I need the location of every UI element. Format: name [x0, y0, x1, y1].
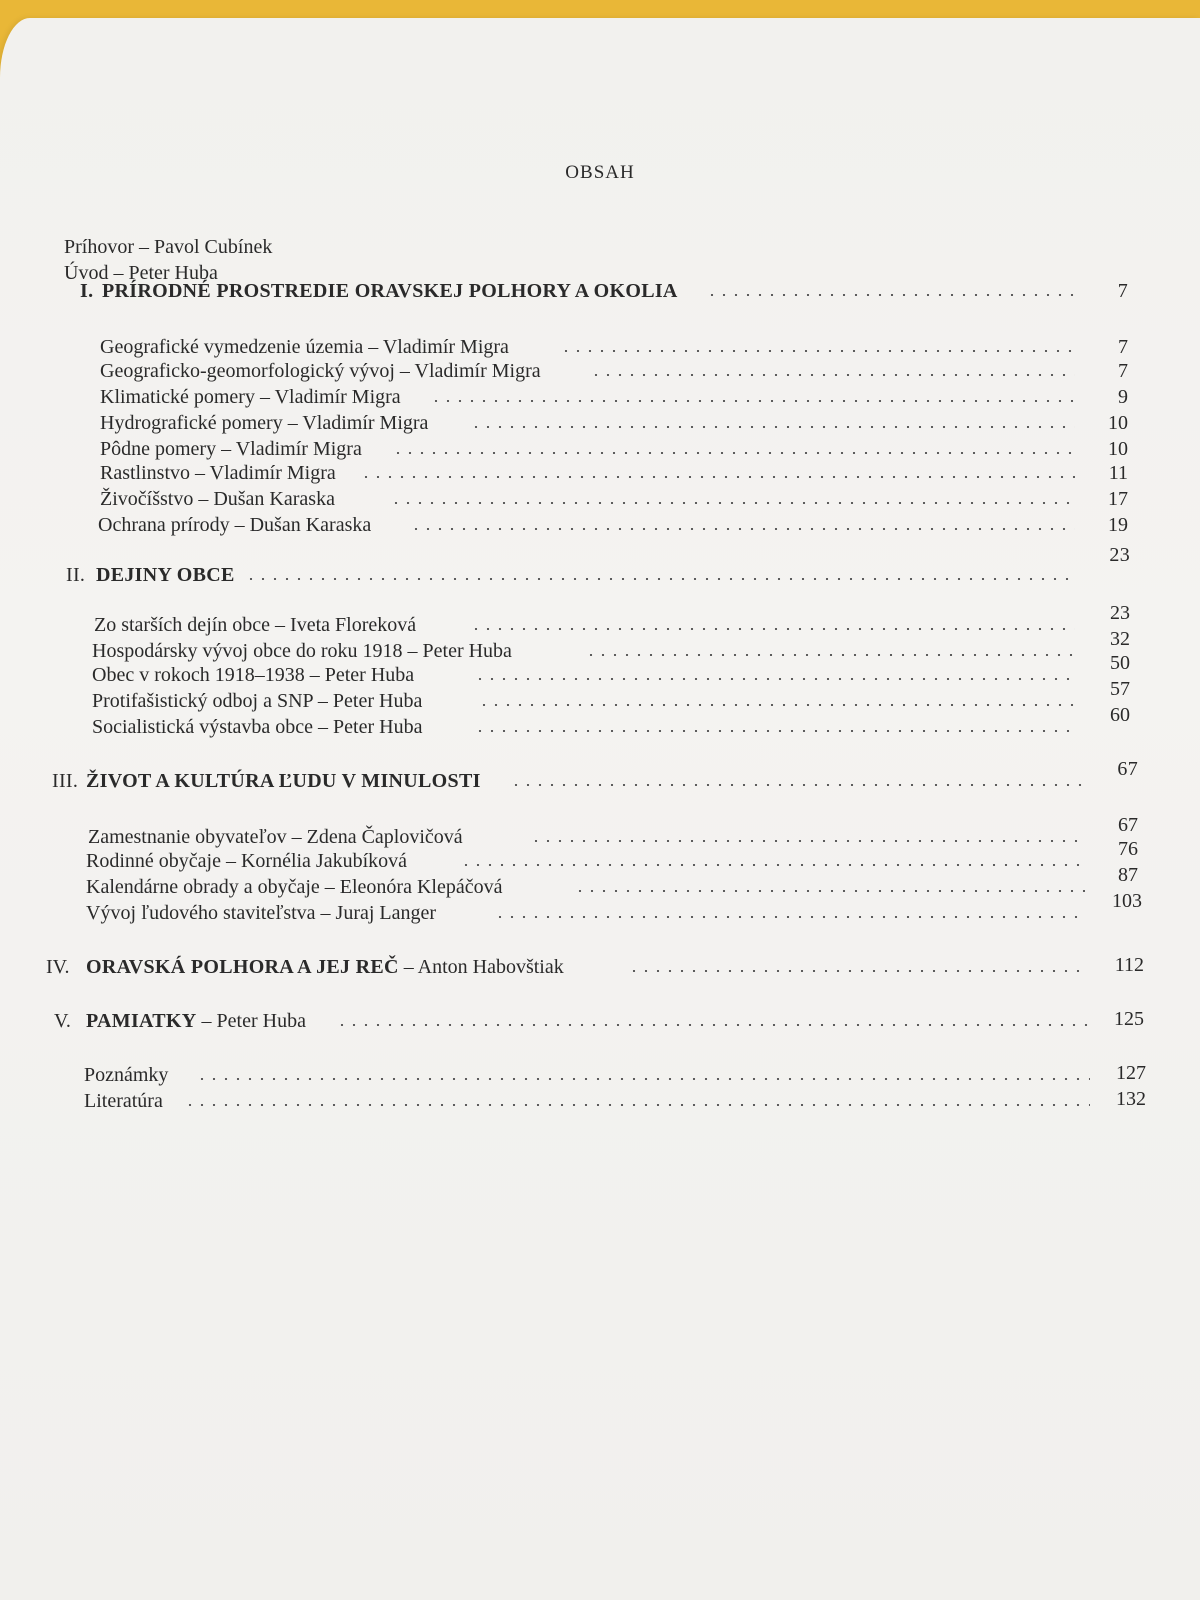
page-number: 19: [1108, 514, 1128, 536]
dot-leader: [410, 528, 1075, 530]
page-number: 11: [1108, 462, 1128, 484]
toc-entry-label: Geograficko-geomorfologický vývoj – Vladimír Migra: [100, 360, 541, 382]
dot-leader: [392, 452, 1075, 454]
toc-entry-label: Hydrografické pomery – Vladimír Migra: [100, 412, 429, 434]
page-number: 32: [1110, 628, 1130, 650]
toc-entry-label: Rodinné obyčaje – Kornélia Jakubíková: [86, 850, 408, 872]
section-author: – Anton Habovštiak: [398, 956, 564, 978]
dot-leader: [360, 476, 1075, 478]
dot-leader: [494, 916, 1085, 918]
page-number: 10: [1108, 412, 1128, 434]
toc-entry-label: Socialistická výstavba obce – Peter Huba: [92, 716, 423, 738]
page-number: 7: [1117, 280, 1128, 302]
section-roman: V.: [54, 1010, 71, 1032]
page-number: 17: [1108, 488, 1128, 510]
page-number: 76: [1118, 838, 1138, 860]
section-title: PRÍRODNÉ PROSTREDIE ORAVSKEJ POLHORY A OKOLIA: [102, 280, 678, 302]
toc-entry-label: Obec v rokoch 1918–1938 – Peter Huba: [92, 664, 415, 686]
page-title: OBSAH: [565, 162, 635, 183]
dot-leader: [470, 426, 1075, 428]
section-roman: IV.: [46, 956, 70, 978]
dot-leader: [628, 970, 1088, 972]
toc-entry-label: Úvod – Peter Huba: [64, 262, 218, 284]
page-number: 7: [1118, 336, 1128, 358]
dot-leader: [510, 784, 1085, 786]
toc-entry-label: Pôdne pomery – Vladimír Migra: [100, 438, 362, 460]
dot-leader: [390, 502, 1075, 504]
dot-leader: [590, 374, 1075, 376]
page-number: 127: [1116, 1062, 1146, 1084]
dot-leader: [574, 890, 1085, 892]
page-number: 50: [1110, 652, 1130, 674]
section-title: ORAVSKÁ POLHORA A JEJ REČ: [86, 956, 399, 978]
dot-leader: [530, 840, 1085, 842]
dot-leader: [196, 1078, 1090, 1080]
page-number: 60: [1110, 704, 1130, 726]
toc-entry-label: Rastlinstvo – Vladimír Migra: [100, 462, 336, 484]
dot-leader: [585, 654, 1075, 656]
dot-leader: [336, 1024, 1088, 1026]
page-number: 132: [1116, 1088, 1146, 1110]
page-number: 87: [1118, 864, 1138, 886]
page-number: 67: [1117, 758, 1138, 780]
toc-entry-label: Príhovor – Pavol Cubínek: [64, 236, 273, 258]
dot-leader: [430, 400, 1075, 402]
toc-entry-label: Hospodársky vývoj obce do roku 1918 – Peter Huba: [92, 640, 512, 662]
dot-leader: [245, 578, 1075, 580]
dot-leader: [184, 1104, 1090, 1106]
toc-entry-label: Ochrana prírody – Dušan Karaska: [98, 514, 372, 536]
dot-leader: [474, 678, 1075, 680]
section-roman: II.: [66, 564, 86, 586]
toc-entry-label: Zamestnanie obyvateľov – Zdena Čaplovičová: [88, 826, 463, 848]
section-title: ŽIVOT A KULTÚRA ĽUDU V MINULOSTI: [86, 770, 481, 792]
dot-leader: [478, 704, 1075, 706]
page-number: 103: [1112, 890, 1142, 912]
toc-entry-label: Zo starších dejín obce – Iveta Floreková: [94, 614, 417, 636]
dot-leader: [470, 628, 1075, 630]
page-number: 125: [1114, 1008, 1144, 1030]
toc-entry-label: Poznámky: [84, 1064, 169, 1086]
page-number: 7: [1118, 360, 1128, 382]
page-number: 57: [1110, 678, 1130, 700]
toc-entry-label: Protifašistický odboj a SNP – Peter Huba: [92, 690, 423, 712]
toc-entry-label: Klimatické pomery – Vladimír Migra: [100, 386, 401, 408]
section-roman: III.: [52, 770, 79, 792]
toc-entry-label: Živočíšstvo – Dušan Karaska: [100, 488, 335, 510]
page-number: 23: [1109, 544, 1130, 566]
toc-entry-label: Geografické vymedzenie územia – Vladimír Migra: [100, 336, 509, 358]
toc-entry-label: Kalendárne obrady a obyčaje – Eleonóra Klepáčová: [86, 876, 503, 898]
section-title: PAMIATKY: [86, 1010, 197, 1032]
toc-entry-label: Literatúra: [84, 1090, 163, 1112]
section-title: DEJINY OBCE: [96, 564, 235, 586]
page-number: 67: [1118, 814, 1138, 836]
page-number: 10: [1108, 438, 1128, 460]
dot-leader: [474, 730, 1075, 732]
dot-leader: [560, 350, 1075, 352]
page-number: 112: [1114, 954, 1144, 976]
dot-leader: [706, 294, 1076, 296]
page-number: 9: [1118, 386, 1128, 408]
page-number: 23: [1110, 602, 1130, 624]
section-author: – Peter Huba: [196, 1010, 306, 1032]
dot-leader: [460, 864, 1085, 866]
toc-entry-label: Vývoj ľudového staviteľstva – Juraj Langer: [86, 902, 437, 924]
section-roman: I.: [80, 280, 94, 302]
